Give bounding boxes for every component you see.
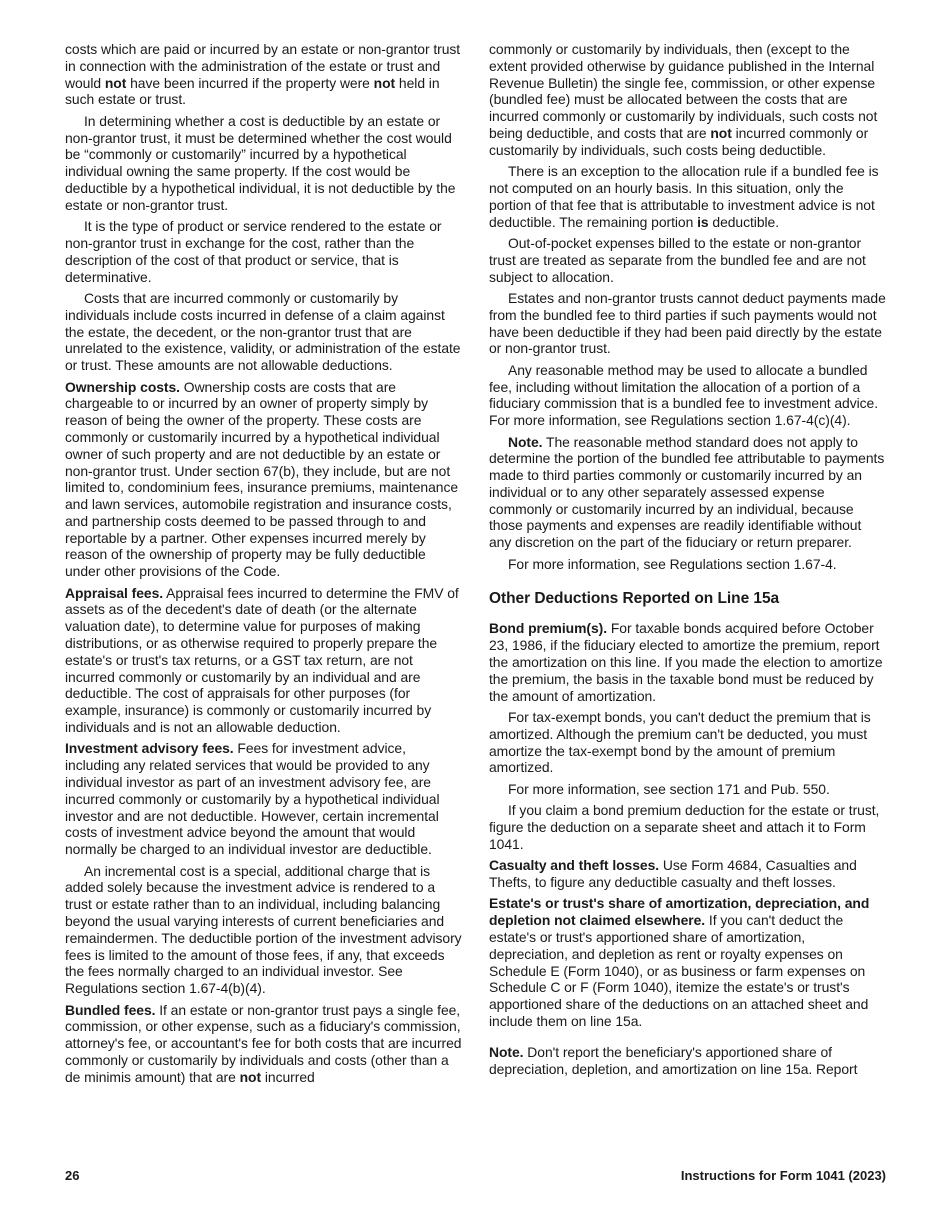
note-paragraph xyxy=(489,434,887,552)
section-body: If an estate or non-grantor trust pays a single fee, commission, or other expense, such as a fiduciary's commission, attorney's fee, or accountant's fee for both costs that are incurred commonly or customarily by individuals and costs (other than a de minimis amount) that are xyxy=(65,1001,462,1085)
paragraph: Out-of-pocket expenses billed to the estate or non-grantor trust are treated as separate from the bundled fee and are not subject to allocation. xyxy=(489,234,866,285)
paragraph: Estates and non-grantor trusts cannot deduct payments made from the bundled fee to third parties if such payments would not have been deductible if they had been paid directly by the estate or non-grantor trust. xyxy=(489,289,886,357)
section-heading: Casualty and theft losses. xyxy=(489,857,660,874)
text-run: have been incurred if the property were xyxy=(126,74,374,91)
paragraph: For more information, see Regulations section 1.67-4. xyxy=(508,555,837,572)
paragraph xyxy=(489,163,887,230)
right-column xyxy=(489,41,887,1082)
emphasis: is xyxy=(697,213,709,230)
section-body: Use Form 4684, Casualties and Thefts, to figure any deductible casualty and theft losses. xyxy=(489,857,857,890)
section-heading: Bundled fees. xyxy=(65,1001,156,1018)
note-body: Don't report the beneficiary's apportioned share of depreciation, depletion, and amortization on line 15a. Report xyxy=(489,1043,858,1077)
text-run: commonly or customarily by individuals, then (except to the extent provided otherwise by guidance published in the Internal Revenue Bulletin) the single fee, commission, or other expense (bundled fee) must be allocated between the costs that are incurred commonly or customarily by individuals, such costs not being deductible, and costs that are xyxy=(489,41,878,141)
emphasis: not xyxy=(239,1068,262,1085)
section-title: Other Deductions Reported on Line 15a xyxy=(489,590,780,608)
estate-share-section xyxy=(489,895,887,1029)
paragraph xyxy=(65,41,463,108)
casualty-theft-section xyxy=(489,857,887,891)
page-number: 26 xyxy=(65,1168,80,1183)
section-heading: Investment advisory fees. xyxy=(65,740,234,757)
section-heading: Estate's or trust's share of amortization, depreciation, and depletion not claimed elsewhere. xyxy=(489,895,870,929)
section-body: Fees for investment advice, including any related services that would be provided to any individual investor as part of an investment advisory fee, are incurred commonly or customarily by a hypothetical individual investor and are not deductible. However, certain incremental costs of investment advice beyond the amount that would normally be charged to an individual investor are deductible. xyxy=(65,740,440,858)
bundled-fees-section xyxy=(65,1002,463,1086)
section-body: Appraisal fees incurred to determine the FMV of assets as of the decedent's date of death (or the alternate valuation date), to determine value for purposes of making distributions, or as otherwise required to properly prepare the estate's or trust's tax returns, or a GST tax return, are not incurred commonly or customarily by an individual and are deductible. The cost of appraisals for other purposes (for example, insurance) is commonly or customarily incurred by individuals and is not an allowable deduction. xyxy=(65,584,459,736)
paragraph: If you claim a bond premium deduction for the estate or trust, figure the deduction on a separate sheet and attach it to Form 1041. xyxy=(489,802,880,852)
section-heading: Ownership costs. xyxy=(65,378,180,395)
note-body: The reasonable method standard does not apply to determine the portion of the bundled fee attributable to payments made to third parties commonly or customarily incurred by an individual or to any other separately assessed expense commonly or customarily incurred by an individual, because those payments and expenses are readily identifiable without any discretion on the part of the fiduciary or return preparer. xyxy=(489,433,885,551)
paragraph: For tax-exempt bonds, you can't deduct the premium that is amortized. Although the premium can't be deducted, you must amortize the tax-exempt bond by the amount of premium amortized. xyxy=(489,709,871,776)
note-label: Note. xyxy=(508,433,543,450)
text-run: There is an exception to the allocation rule if a bundled fee is not computed on an hourly basis. In this situation, only the portion of that fee that is attributable to investment advice is not deductible. The remaining portion xyxy=(489,163,879,230)
section-heading: Bond premium(s). xyxy=(489,620,608,637)
paragraph: In determining whether a cost is deductible by an estate or non-grantor trust, it must be determined whether the cost would be “commonly or customarily” incurred by a hypothetical individual owning the same property. If the cost would be deductible by a hypothetical individual, it is not deductible by the estate or non-grantor trust. xyxy=(65,112,456,213)
note-paragraph xyxy=(489,1044,887,1078)
text-run: incurred commonly or customarily by individuals, such costs being deductible. xyxy=(489,124,869,158)
note-label: Note. xyxy=(489,1043,524,1060)
paragraph: Any reasonable method may be used to allocate a bundled fee, including without limitation the allocation of a portion of a fiduciary commission that is a bundled fee to investment advice. For more information, see Regulations section 1.67-4(c)(4). xyxy=(489,361,879,429)
text-run: costs which are paid or incurred by an estate or non-grantor trust in connection with the administration of the estate or trust and would xyxy=(65,41,461,91)
text-run: held in such estate or trust. xyxy=(65,74,440,108)
emphasis: not xyxy=(373,74,396,91)
paragraph: It is the type of product or service rendered to the estate or non-grantor trust in exchange for the cost, rather than the description of the cost of that product or service, that is determinative. xyxy=(65,218,442,285)
section-heading: Appraisal fees. xyxy=(65,584,164,601)
emphasis: not xyxy=(710,124,732,141)
investment-advisory-fees-section xyxy=(65,740,463,858)
text-run: incurred xyxy=(261,1068,315,1085)
emphasis: not xyxy=(104,74,127,91)
paragraph: Costs that are incurred commonly or customarily by individuals include costs incurred in defense of a claim against the estate, the decedent, or the non-grantor trust that are unrelated to the existence, validity, or administration of the estate or trust. These amounts are not allowable deductions. xyxy=(65,289,461,374)
left-column xyxy=(65,41,463,1090)
section-body: For taxable bonds acquired before October 23, 1986, if the fiduciary elected to amortize the premium, report the amortization on this line. If you made the election to amortize the premium, the basis in the taxable bond must be reduced by the amount of amortization. xyxy=(489,620,883,704)
text-run: deductible. xyxy=(708,213,780,230)
paragraph xyxy=(489,41,887,159)
appraisal-fees-section xyxy=(65,585,463,736)
section-body: Ownership costs are costs that are chargeable to or incurred by an owner of property simply by reason of being the owner of the property. These costs are commonly or customarily incurred by a hypothetical individual owner of such property and are not deductible by an estate or non-grantor trust. Under section 67(b), they include, but are not limited to, condominium fees, insurance premiums, maintenance and lawn services, automobile registration and insurance costs, and partnership costs deemed to be passed through to and reportable by a partner. Other expenses incurred merely by reason of the ownership of property may be fully deductible under other provisions of the Code. xyxy=(65,378,459,580)
section-body: If you can't deduct the estate's or trust's apportioned share of amortization, depreciation, and depletion as rent or royalty expenses on Schedule E (Form 1040), or as business or farm expenses on Schedule C or F (Form 1040), itemize the estate's or trust's apportioned share of the deductions on an attached sheet and include them on line 15a. xyxy=(489,912,869,1029)
bond-premium-section xyxy=(489,620,887,704)
document-title: Instructions for Form 1041 (2023) xyxy=(680,1168,886,1183)
paragraph: An incremental cost is a special, additional charge that is added solely because the investment advice is rendered to a trust or estate rather than to an individual, including balancing beyond the usual varying interests of current beneficiaries and remaindermen. The deductible portion of the investment advisory fees is limited to the amount of those fees, if any, that exceeds the fees normally charged to an individual investor. See Regulations section 1.67-4(b)(4). xyxy=(65,862,462,997)
ownership-costs-section xyxy=(65,379,463,581)
paragraph: For more information, see section 171 and Pub. 550. xyxy=(508,780,830,797)
